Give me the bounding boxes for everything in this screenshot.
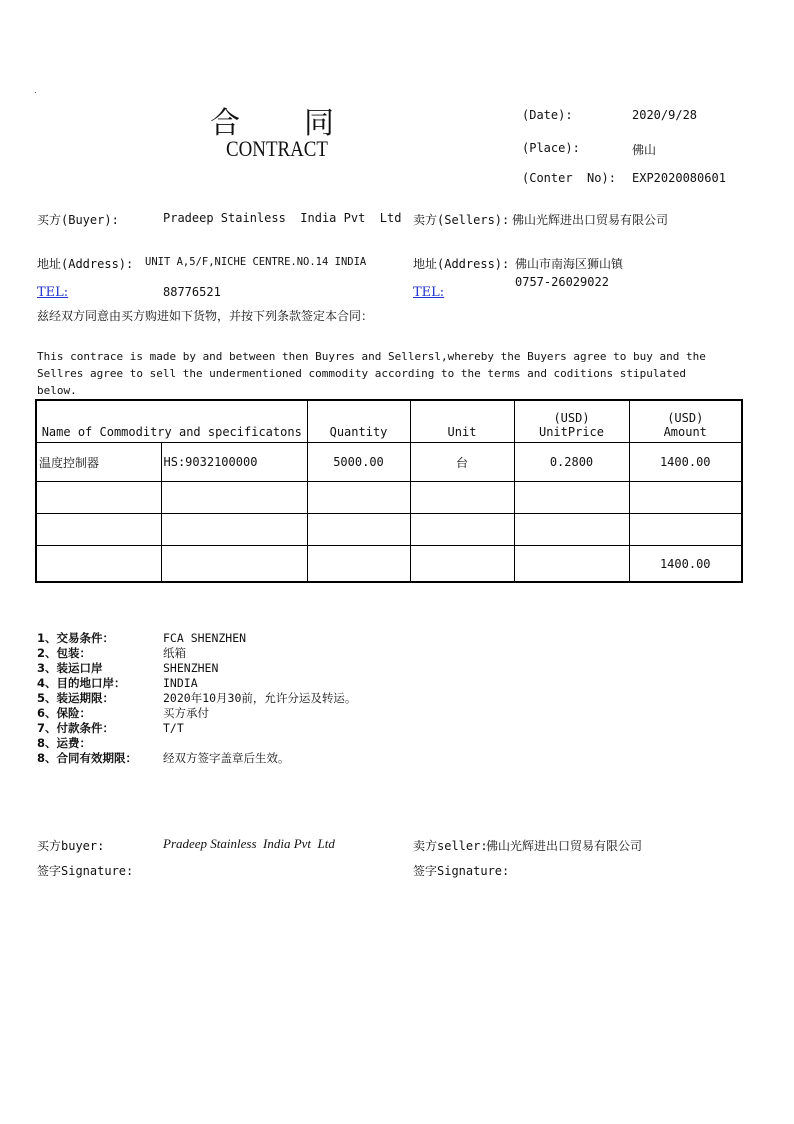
seller-label: 卖方(Sellers):	[413, 213, 510, 227]
goods-table	[35, 399, 743, 583]
term-value: 买方承付	[163, 706, 209, 720]
empty-cell	[307, 482, 410, 514]
header-unit-price-currency: (USD)	[553, 411, 590, 425]
buyer-address-label: 地址(Address):	[37, 257, 134, 271]
empty-cell	[629, 482, 742, 514]
row-unit: 台	[410, 443, 514, 482]
total-amount: 1400.00	[629, 546, 742, 583]
term-key: 3、装运口岸	[37, 661, 103, 675]
header-amount-label: Amount	[663, 425, 707, 439]
seller-tel: 0757-26029022	[515, 275, 609, 289]
empty-cell	[307, 546, 410, 583]
seller-name: 佛山光辉进出口贸易有限公司	[512, 213, 669, 227]
intro-english-line3: below.	[37, 384, 77, 397]
table-row-empty	[36, 482, 742, 514]
sign-buyer-name: Pradeep Stainless India Pvt Ltd	[163, 836, 335, 851]
sign-seller-label: 卖方seller:	[413, 839, 488, 853]
row-commodity-name: 温度控制器	[36, 443, 161, 482]
term-item	[37, 661, 356, 676]
term-item	[37, 721, 356, 736]
empty-cell	[161, 546, 307, 583]
empty-cell	[161, 514, 307, 546]
empty-cell	[629, 514, 742, 546]
empty-cell	[307, 514, 410, 546]
term-value: FCA SHENZHEN	[163, 631, 247, 645]
contract-no-value: EXP2020080601	[632, 171, 726, 185]
term-key: 6、保险：	[37, 706, 92, 720]
buyer-name: Pradeep Stainless India Pvt Ltd	[163, 211, 402, 225]
stray-dot	[35, 92, 36, 93]
intro-english-line2: Sellres agree to sell the undermentioned commodity according to the terms and coditions stipulated	[37, 367, 687, 380]
term-value: 纸箱	[163, 646, 186, 660]
header-unit: Unit	[410, 400, 514, 443]
empty-cell	[514, 482, 629, 514]
row-amount: 1400.00	[629, 443, 742, 482]
seller-signature-label: 签字Signature:	[413, 864, 510, 878]
title-english: CONTRACT	[226, 136, 328, 161]
term-item	[37, 706, 356, 721]
table-row	[36, 443, 742, 482]
term-value: SHENZHEN	[163, 661, 219, 675]
seller-address-label: 地址(Address):	[413, 257, 510, 271]
header-commodity: Name of Commoditry and specificatons	[36, 400, 307, 443]
term-item	[37, 646, 356, 661]
date-label: (Date):	[522, 108, 573, 122]
date-value: 2020/9/28	[632, 108, 698, 122]
title-chinese: 合同	[210, 106, 398, 141]
row-unit-price: 0.2800	[514, 443, 629, 482]
buyer-label: 买方(Buyer):	[37, 213, 119, 227]
empty-cell	[410, 482, 514, 514]
sign-buyer-label: 买方buyer:	[37, 839, 105, 853]
empty-cell	[410, 546, 514, 583]
term-value: INDIA	[163, 676, 198, 690]
buyer-tel-label[interactable]: TEL:	[37, 285, 69, 300]
empty-cell	[410, 514, 514, 546]
term-value: 经双方签字盖章后生效。	[163, 751, 290, 765]
term-item	[37, 631, 356, 646]
term-key: 7、付款条件：	[37, 721, 115, 735]
term-key: 1、交易条件：	[37, 631, 115, 645]
buyer-address: UNIT A,5/F,NICHE CENTRE.NO.14 INDIA	[145, 256, 367, 268]
table-header-row	[36, 400, 742, 443]
term-item	[37, 691, 356, 706]
header-amount	[629, 400, 742, 443]
header-unit-price	[514, 400, 629, 443]
table-total-row	[36, 546, 742, 583]
term-key: 5、装运期限：	[37, 691, 115, 705]
buyer-signature-label: 签字Signature:	[37, 864, 134, 878]
term-value: 2020年10月30前，允许分运及转运。	[163, 691, 357, 705]
term-value: T/T	[163, 721, 184, 735]
term-item	[37, 676, 356, 691]
term-item	[37, 736, 356, 751]
term-key: 4、目的地口岸：	[37, 676, 126, 690]
seller-tel-label[interactable]: TEL:	[413, 285, 445, 300]
buyer-tel: 88776521	[163, 285, 221, 299]
terms-list	[37, 631, 356, 766]
term-key: 2、包装：	[37, 646, 92, 660]
seller-address: 佛山市南海区狮山镇	[515, 257, 624, 271]
empty-cell	[514, 514, 629, 546]
empty-cell	[36, 482, 161, 514]
place-value: 佛山	[632, 143, 657, 157]
header-unit-price-label: UnitPrice	[538, 425, 605, 439]
place-label: (Place):	[522, 141, 580, 155]
empty-cell	[161, 482, 307, 514]
row-quantity: 5000.00	[307, 443, 410, 482]
term-key: 8、合同有效期限：	[37, 751, 138, 765]
intro-english-line1: This contrace is made by and between then Buyres and Sellersl,whereby the Buyers agree to buy and the	[37, 350, 706, 363]
sign-seller-name: 佛山光辉进出口贸易有限公司	[486, 839, 643, 853]
term-item	[37, 751, 356, 766]
empty-cell	[514, 546, 629, 583]
table-row-empty	[36, 514, 742, 546]
header-quantity: Quantity	[307, 400, 410, 443]
header-amount-currency: (USD)	[667, 411, 704, 425]
term-key: 8、运费：	[37, 736, 92, 750]
row-commodity-spec: HS:9032100000	[161, 443, 307, 482]
empty-cell	[36, 514, 161, 546]
empty-cell	[36, 546, 161, 583]
intro-chinese: 兹经双方同意由买方购进如下货物，并按下列条款签定本合同：	[37, 309, 374, 323]
contract-no-label: (Conter No):	[522, 171, 616, 185]
